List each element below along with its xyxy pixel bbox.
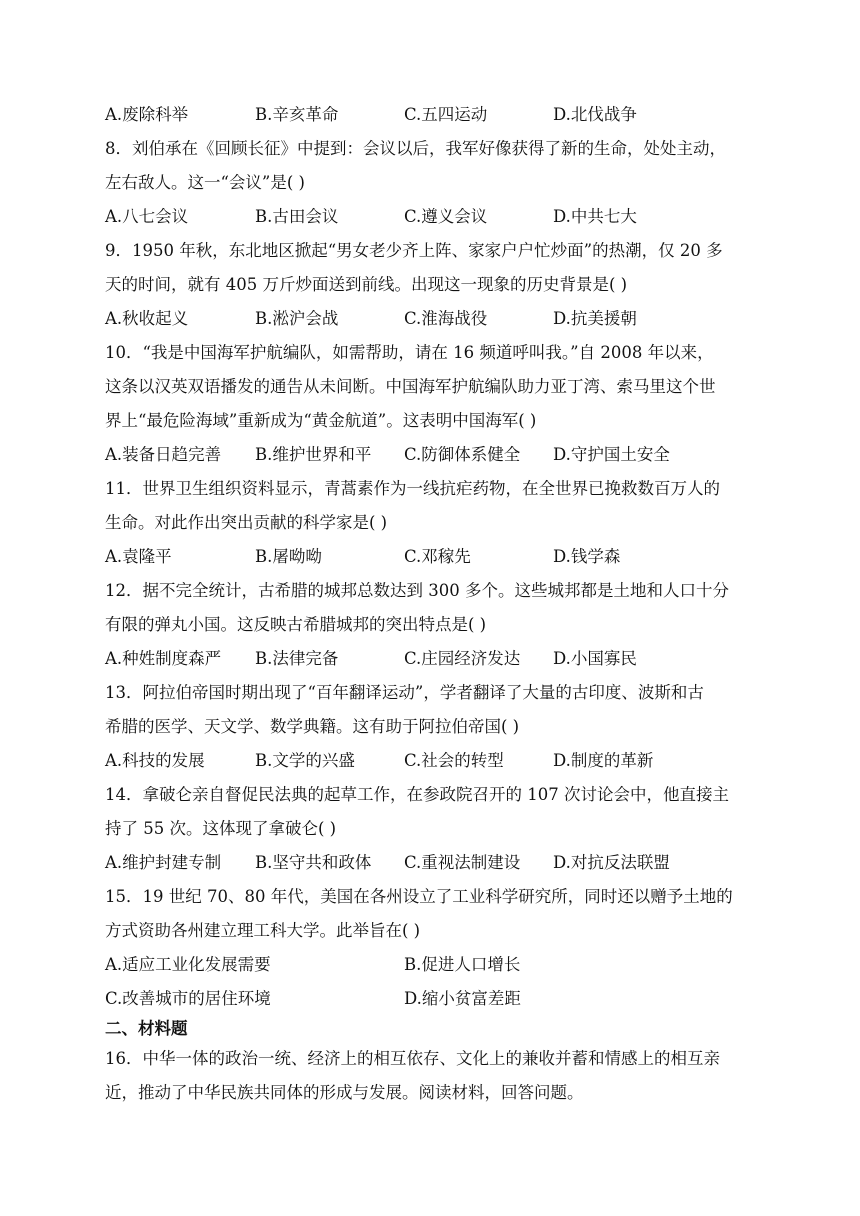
q8-stem-line-2: 左右敌人。这一“会议”是( ): [105, 173, 305, 192]
q11-stem-line-2: 生命。对此作出突出贡献的科学家是( ): [105, 513, 388, 532]
q14-stem-line-1: 14．拿破仑亲自督促民法典的起草工作，在参政院召开的 107 次讨论会中，他直接主: [105, 785, 729, 804]
q9-option-b: B.淞沪会战: [255, 309, 339, 328]
q8-option-a: A.八七会议: [105, 207, 189, 226]
q9-stem-line-1: 9．1950 年秋，东北地区掀起“男女老少齐上阵、家家户户忙炒面”的热潮，仅 20 多: [105, 241, 723, 260]
q15-option-a: A.适应工业化发展需要: [105, 955, 271, 974]
q10-option-b: B.维护世界和平: [255, 445, 372, 464]
q16-stem-line-2: 近，推动了中华民族共同体的形成与发展。阅读材料，回答问题。: [105, 1083, 584, 1102]
q9-stem-line-2: 天的时间，就有 405 万斤炒面送到前线。出现这一现象的历史背景是( ): [105, 275, 628, 294]
q13-stem-line-1: 13．阿拉伯帝国时期出现了“百年翻译运动”，学者翻译了大量的古印度、波斯和古: [105, 683, 704, 702]
q7-option-d: D.北伐战争: [553, 105, 637, 124]
q8-stem-line-1: 8．刘伯承在《回顾长征》中提到：会议以后，我军好像获得了新的生命，处处主动，: [105, 139, 726, 158]
q11-option-d: D.钱学森: [553, 547, 621, 566]
q13-option-a: A.科技的发展: [105, 751, 205, 770]
q10-option-a: A.装备日趋完善: [105, 445, 222, 464]
q12-option-c: C.庄园经济发达: [404, 649, 521, 668]
q9-option-a: A.秋收起义: [105, 309, 189, 328]
q14-option-c: C.重视法制建设: [404, 853, 521, 872]
q13-stem-line-2: 希腊的医学、天文学、数学典籍。这有助于阿拉伯帝国( ): [105, 717, 520, 736]
q12-option-b: B.法律完备: [255, 649, 339, 668]
q8-option-b: B.古田会议: [255, 207, 339, 226]
q15-option-c: C.改善城市的居住环境: [105, 989, 271, 1008]
q15-option-d: D.缩小贫富差距: [404, 989, 521, 1008]
q12-option-d: D.小国寡民: [553, 649, 637, 668]
q10-stem-line-3: 界上“最危险海域”重新成为“黄金航道”。这表明中国海军( ): [105, 411, 537, 430]
q11-option-c: C.邓稼先: [404, 547, 471, 566]
q13-option-c: C.社会的转型: [404, 751, 504, 770]
q15-option-b: B.促进人口增长: [404, 955, 521, 974]
q14-stem-line-2: 持了 55 次。这体现了拿破仑( ): [105, 819, 337, 838]
q12-option-a: A.种姓制度森严: [105, 649, 222, 668]
q11-option-a: A.袁隆平: [105, 547, 172, 566]
q10-stem-line-2: 这条以汉英双语播发的通告从未间断。中国海军护航编队助力亚丁湾、索马里这个世: [105, 377, 716, 396]
q14-option-a: A.维护封建专制: [105, 853, 222, 872]
q13-option-b: B.文学的兴盛: [255, 751, 355, 770]
q11-stem-line-1: 11．世界卫生组织资料显示，青蒿素作为一线抗疟药物，在全世界已挽救数百万人的: [105, 479, 720, 498]
q14-option-d: D.对抗反法联盟: [553, 853, 670, 872]
q7-option-a: A.废除科举: [105, 105, 189, 124]
q12-stem-line-2: 有限的弹丸小国。这反映古希腊城邦的突出特点是( ): [105, 615, 487, 634]
q15-stem-line-1: 15．19 世纪 70、80 年代，美国在各州设立了工业科学研究所，同时还以赠予土地的: [105, 887, 733, 906]
q8-option-c: C.遵义会议: [404, 207, 488, 226]
q12-stem-line-1: 12．据不完全统计，古希腊的城邦总数达到 300 多个。这些城邦都是土地和人口十分: [105, 581, 729, 600]
q11-option-b: B.屠呦呦: [255, 547, 322, 566]
q7-option-c: C.五四运动: [404, 105, 488, 124]
q15-stem-line-2: 方式资助各州建立理工科大学。此举旨在( ): [105, 921, 421, 940]
q10-stem-line-1: 10．“我是中国海军护航编队，如需帮助，请在 16 频道呼叫我。”自 2008 年以来，: [105, 343, 714, 362]
q7-option-b: B.辛亥革命: [255, 105, 339, 124]
q10-option-c: C.防御体系健全: [404, 445, 521, 464]
q10-option-d: D.守护国土安全: [553, 445, 670, 464]
q13-option-d: D.制度的革新: [553, 751, 654, 770]
q9-option-c: C.淮海战役: [404, 309, 488, 328]
q9-option-d: D.抗美援朝: [553, 309, 637, 328]
q14-option-b: B.坚守共和政体: [255, 853, 372, 872]
section-heading: 二、材料题: [105, 1019, 188, 1038]
q16-stem-line-1: 16．中华一体的政治一统、经济上的相互依存、文化上的兼收并蓄和情感上的相互亲: [105, 1049, 720, 1068]
q8-option-d: D.中共七大: [553, 207, 637, 226]
